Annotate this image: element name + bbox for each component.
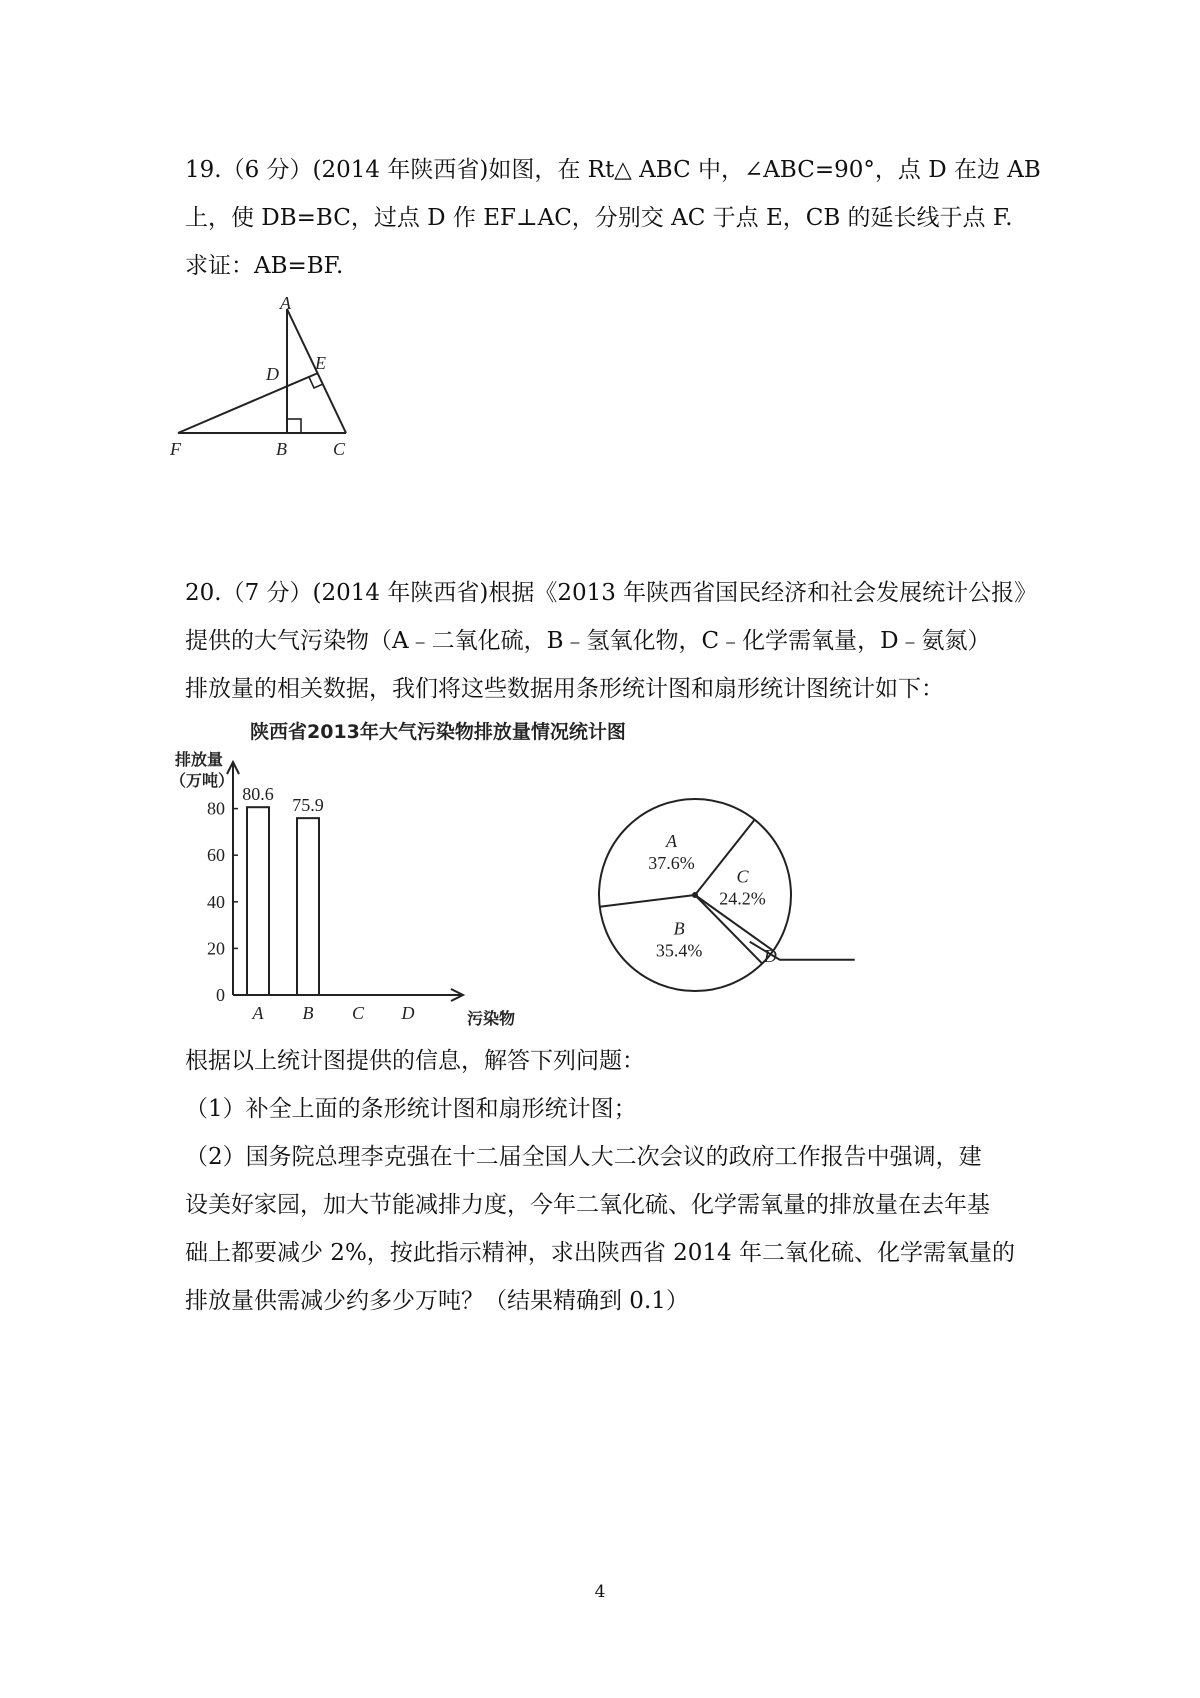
q20-part-2-line-1: （2）国务院总理李克强在十二届全国人大二次会议的政府工作报告中强调，建 bbox=[185, 1144, 982, 1170]
bar-chart-ylabel-1: 排放量 bbox=[175, 750, 224, 769]
bar-chart-title: 陕西省2013年大气污染物排放量情况统计图 bbox=[250, 721, 626, 743]
bar-value-label-A: 80.6 bbox=[242, 784, 274, 805]
bar-chart bbox=[170, 712, 626, 1032]
pie-chart bbox=[600, 780, 860, 1010]
label-c: C bbox=[333, 439, 346, 459]
pie-center bbox=[692, 892, 698, 898]
x-tick-label-A: A bbox=[252, 1003, 264, 1023]
x-tick-label-C: C bbox=[351, 1003, 365, 1023]
segment-fe bbox=[178, 373, 318, 433]
q20-part-1: （1）补全上面的条形统计图和扇形统计图； bbox=[185, 1096, 637, 1122]
pie-slice-percent-C: 24.2% bbox=[719, 888, 766, 909]
bar-B bbox=[297, 818, 319, 995]
label-d: D bbox=[266, 364, 279, 384]
bar-value-label-B: 75.9 bbox=[292, 795, 324, 816]
label-e: E bbox=[315, 353, 326, 373]
triangle-figure bbox=[170, 295, 400, 475]
q19-line-2: 上，使 DB=BC，过点 D 作 EF⊥AC，分别交 AC 于点 E，CB 的延长线于点 F. bbox=[185, 205, 1013, 231]
pie-slice-label-C: C bbox=[736, 866, 749, 887]
x-tick-label-D: D bbox=[401, 1003, 415, 1023]
pie-pointer-label-D: D bbox=[763, 945, 777, 966]
page-number: 4 bbox=[594, 1582, 606, 1602]
q20-after-line-1: 根据以上统计图提供的信息，解答下列问题： bbox=[185, 1048, 645, 1074]
q20-line-1: 20.（7 分）(2014 年陕西省)根据《2013 年陕西省国民经济和社会发展统计公报》 bbox=[185, 580, 1038, 606]
label-b: B bbox=[276, 439, 287, 459]
y-tick-label: 40 bbox=[207, 891, 225, 912]
q20-line-2: 提供的大气污染物（A﹣二氧化硫，B﹣氢氧化物，C﹣化学需氧量，D﹣氨氮） bbox=[185, 628, 991, 654]
pie-slice-percent-B: 35.4% bbox=[655, 940, 703, 961]
q20-part-2-line-4: 排放量供需减少约多少万吨？（结果精确到 0.1） bbox=[185, 1288, 689, 1314]
right-angle-b bbox=[287, 419, 301, 433]
q19-line-1: 19.（6 分）(2014 年陕西省)如图，在 Rt△ ABC 中，∠ABC=90°，点 D 在边 AB bbox=[185, 157, 1041, 183]
label-a: A bbox=[280, 293, 291, 313]
pie-slice-label-B: B bbox=[673, 918, 685, 939]
y-tick-label: 20 bbox=[207, 938, 225, 959]
bar-chart-xlabel: 污染物 bbox=[467, 1009, 516, 1028]
x-tick-label-B: B bbox=[302, 1003, 314, 1023]
q20-part-2-line-2: 设美好家园，加大节能减排力度，今年二氧化硫、化学需氧量的排放量在去年基 bbox=[185, 1192, 990, 1218]
pie-slice-percent-A: 37.6% bbox=[648, 853, 695, 874]
bar-A bbox=[247, 807, 269, 995]
y-tick-label: 80 bbox=[207, 798, 225, 819]
q19-line-3: 求证：AB=BF. bbox=[185, 253, 344, 279]
y-tick-label: 60 bbox=[207, 845, 225, 866]
y-tick-label: 0 bbox=[216, 985, 225, 1005]
bar-chart-ylabel-2: （万吨） bbox=[170, 771, 235, 790]
pie-slice-label-A: A bbox=[665, 831, 677, 852]
q20-part-2-line-3: 础上都要减少 2%，按此指示精神，求出陕西省 2014 年二氧化硫、化学需氧量的 bbox=[185, 1240, 1015, 1266]
label-f: F bbox=[170, 439, 181, 459]
q20-line-3: 排放量的相关数据，我们将这些数据用条形统计图和扇形统计图统计如下： bbox=[185, 676, 944, 702]
